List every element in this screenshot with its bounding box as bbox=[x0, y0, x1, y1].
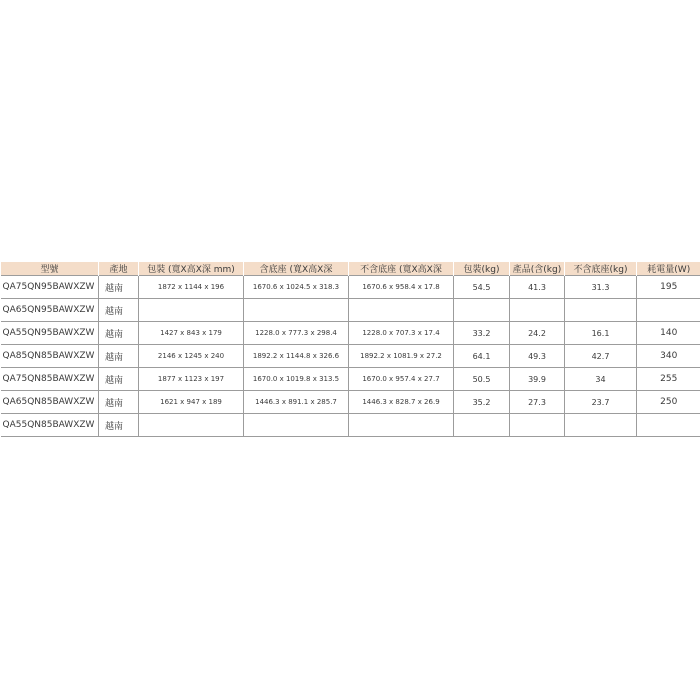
cell-product-weight: 27.3 bbox=[510, 391, 565, 414]
cell-with-stand-dimensions: 1670.0 x 1019.8 x 313.5 bbox=[244, 368, 349, 391]
header-with-stand-dimensions: 含底座 (寬X高X深 bbox=[244, 262, 349, 276]
cell-with-stand-dimensions bbox=[244, 414, 349, 437]
cell-package-dimensions: 1872 x 1144 x 196 bbox=[139, 276, 244, 299]
header-package-dimensions: 包裝 (寬X高X深 mm) bbox=[139, 262, 244, 276]
cell-product-weight: 49.3 bbox=[510, 345, 565, 368]
header-package-weight: 包裝(kg) bbox=[454, 262, 510, 276]
header-model: 型號 bbox=[1, 262, 99, 276]
cell-model: QA75QN95BAWXZW bbox=[1, 276, 99, 299]
cell-product-weight: 39.9 bbox=[510, 368, 565, 391]
cell-without-stand-dimensions: 1228.0 x 707.3 x 17.4 bbox=[349, 322, 454, 345]
cell-with-stand-dimensions: 1446.3 x 891.1 x 285.7 bbox=[244, 391, 349, 414]
table-row bbox=[1, 345, 700, 368]
cell-origin: 越南 bbox=[99, 345, 139, 368]
table-row bbox=[1, 414, 700, 437]
spec-table bbox=[0, 262, 700, 437]
cell-package-dimensions: 1877 x 1123 x 197 bbox=[139, 368, 244, 391]
cell-origin: 越南 bbox=[99, 368, 139, 391]
header-power: 耗電量(W) bbox=[637, 262, 700, 276]
cell-product-weight: 41.3 bbox=[510, 276, 565, 299]
cell-origin: 越南 bbox=[99, 299, 139, 322]
header-row bbox=[1, 262, 700, 276]
cell-power: 140 bbox=[637, 322, 700, 345]
header-without-stand-dimensions: 不含底座 (寬X高X深 bbox=[349, 262, 454, 276]
table-row bbox=[1, 299, 700, 322]
cell-model: QA65QN85BAWXZW bbox=[1, 391, 99, 414]
cell-with-stand-dimensions: 1228.0 x 777.3 x 298.4 bbox=[244, 322, 349, 345]
cell-without-stand-weight: 34 bbox=[565, 368, 637, 391]
cell-package-weight: 54.5 bbox=[454, 276, 510, 299]
cell-power: 250 bbox=[637, 391, 700, 414]
header-product-weight: 產品(含(kg) bbox=[510, 262, 565, 276]
cell-model: QA55QN95BAWXZW bbox=[1, 322, 99, 345]
table-row bbox=[1, 391, 700, 414]
cell-without-stand-weight: 16.1 bbox=[565, 322, 637, 345]
cell-without-stand-weight: 31.3 bbox=[565, 276, 637, 299]
cell-power: 255 bbox=[637, 368, 700, 391]
cell-origin: 越南 bbox=[99, 276, 139, 299]
table-row bbox=[1, 322, 700, 345]
cell-package-dimensions: 1427 x 843 x 179 bbox=[139, 322, 244, 345]
cell-package-weight bbox=[454, 414, 510, 437]
table-row bbox=[1, 276, 700, 299]
cell-package-dimensions bbox=[139, 299, 244, 322]
cell-with-stand-dimensions: 1892.2 x 1144.8 x 326.6 bbox=[244, 345, 349, 368]
cell-origin: 越南 bbox=[99, 414, 139, 437]
cell-product-weight bbox=[510, 299, 565, 322]
cell-power: 195 bbox=[637, 276, 700, 299]
cell-origin: 越南 bbox=[99, 391, 139, 414]
cell-model: QA65QN95BAWXZW bbox=[1, 299, 99, 322]
cell-package-dimensions bbox=[139, 414, 244, 437]
cell-model: QA55QN85BAWXZW bbox=[1, 414, 99, 437]
cell-without-stand-dimensions bbox=[349, 414, 454, 437]
cell-product-weight: 24.2 bbox=[510, 322, 565, 345]
cell-without-stand-dimensions bbox=[349, 299, 454, 322]
cell-package-dimensions: 1621 x 947 x 189 bbox=[139, 391, 244, 414]
cell-without-stand-dimensions: 1892.2 x 1081.9 x 27.2 bbox=[349, 345, 454, 368]
cell-without-stand-weight bbox=[565, 414, 637, 437]
cell-package-weight: 50.5 bbox=[454, 368, 510, 391]
cell-without-stand-weight: 42.7 bbox=[565, 345, 637, 368]
cell-power bbox=[637, 299, 700, 322]
header-origin: 產地 bbox=[99, 262, 139, 276]
cell-with-stand-dimensions: 1670.6 x 1024.5 x 318.3 bbox=[244, 276, 349, 299]
cell-product-weight bbox=[510, 414, 565, 437]
cell-without-stand-dimensions: 1446.3 x 828.7 x 26.9 bbox=[349, 391, 454, 414]
cell-without-stand-weight: 23.7 bbox=[565, 391, 637, 414]
cell-with-stand-dimensions bbox=[244, 299, 349, 322]
table-row bbox=[1, 368, 700, 391]
cell-package-weight: 33.2 bbox=[454, 322, 510, 345]
cell-package-dimensions: 2146 x 1245 x 240 bbox=[139, 345, 244, 368]
cell-origin: 越南 bbox=[99, 322, 139, 345]
cell-without-stand-weight bbox=[565, 299, 637, 322]
cell-without-stand-dimensions: 1670.0 x 957.4 x 27.7 bbox=[349, 368, 454, 391]
cell-package-weight bbox=[454, 299, 510, 322]
cell-model: QA75QN85BAWXZW bbox=[1, 368, 99, 391]
cell-without-stand-dimensions: 1670.6 x 958.4 x 17.8 bbox=[349, 276, 454, 299]
cell-model: QA85QN85BAWXZW bbox=[1, 345, 99, 368]
header-without-stand-weight: 不含底座(kg) bbox=[565, 262, 637, 276]
cell-package-weight: 64.1 bbox=[454, 345, 510, 368]
cell-package-weight: 35.2 bbox=[454, 391, 510, 414]
cell-power bbox=[637, 414, 700, 437]
cell-power: 340 bbox=[637, 345, 700, 368]
